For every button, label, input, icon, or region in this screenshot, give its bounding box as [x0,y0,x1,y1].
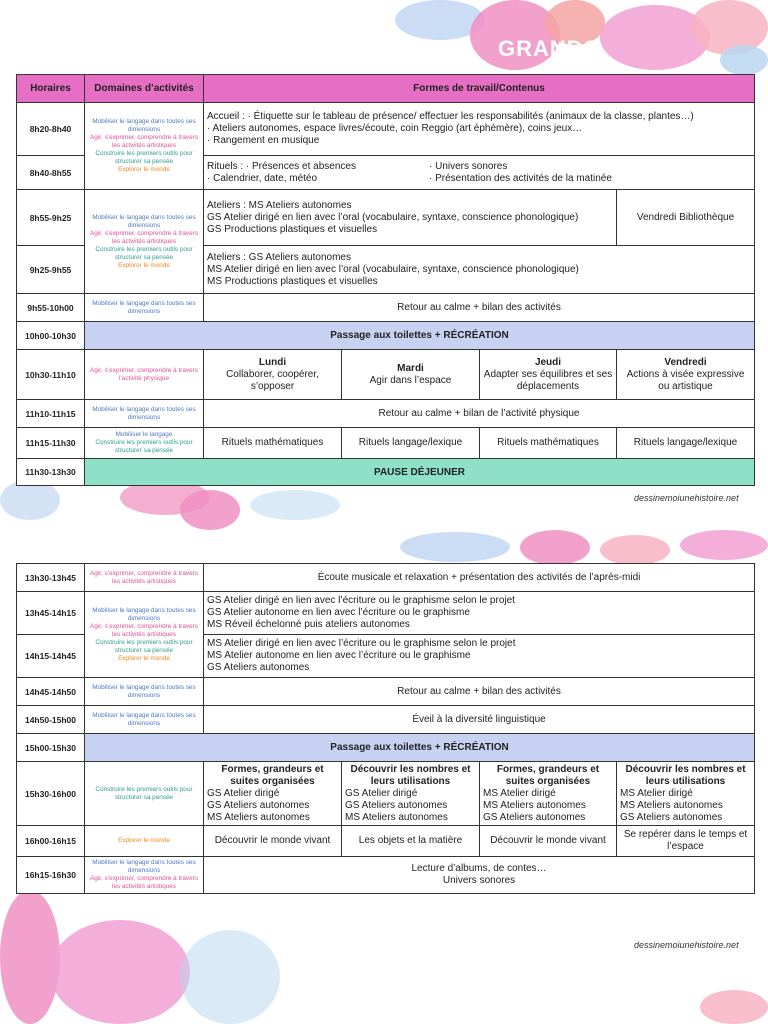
ritual-cell: Rituels langage/lexique [617,428,755,459]
table-row [17,459,755,486]
domain-cell: Mobiliser le langage dans toutes ses dimensions Agir, s’exprimer, comprendre à travers les activités artistiques Construire les premiers outils pour structurer sa pensée Explorer le monde [85,190,204,294]
time-cell: 8h20-8h40 [17,103,85,156]
domain-cell: Construire les premiers outils pour structurer sa pensée [85,762,204,826]
table-row [17,322,755,350]
header-horaires: Horaires [17,75,85,103]
table-row [17,762,755,826]
domain-cell: Mobiliser le langage dans toutes ses dimensions Agir, s’exprimer, comprendre à travers les activités artistiques Construire les premiers outils pour structurer sa pensée Explorer le monde [85,592,204,678]
time-cell: 16h15-16h30 [17,857,85,894]
table-row [17,678,755,706]
workshop-cell: Formes, grandeurs et suites organisées GS Atelier dirigé GS Ateliers autonomes MS Ateliers autonomes [204,762,342,826]
time-cell: 11h10-11h15 [17,400,85,428]
day-cell: Mardi Agir dans l’espace [342,350,480,400]
credit-top: dessinemoiunehistoire.net [634,493,739,503]
table-row [17,190,755,246]
time-cell: 13h30-13h45 [17,564,85,592]
table-row [17,706,755,734]
time-cell: 13h45-14h15 [17,592,85,635]
time-cell: 9h25-9h55 [17,246,85,294]
domain-cell: Mobiliser le langage dans toutes ses dimensions [85,678,204,706]
time-cell: 14h45-14h50 [17,678,85,706]
recreation-cell: Passage aux toilettes + RÉCRÉATION [85,734,755,762]
domain-cell: Mobiliser le langage dans toutes ses dimensions [85,400,204,428]
time-cell: 9h55-10h00 [17,294,85,322]
time-cell: 15h30-16h00 [17,762,85,826]
morning-schedule-table [16,74,755,486]
table-row [17,294,755,322]
content-cell: MS Atelier dirigé en lien avec l’écriture ou le graphisme selon le projet MS Atelier autonome en lien avec l’écriture ou le graphisme GS Ateliers autonomes [204,635,755,678]
page-heading: GRANDS [498,36,600,61]
table-row [17,428,755,459]
domain-cell: Agir, s’exprimer, comprendre à travers l’activité physique [85,350,204,400]
workshop-cell: Formes, grandeurs et suites organisées MS Atelier dirigé MS Ateliers autonomes GS Ateliers autonomes [480,762,617,826]
time-cell: 14h50-15h00 [17,706,85,734]
content-cell: Accueil : · Étiquette sur le tableau de présence/ effectuer les responsabilités (animaux de la classe, plantes…) · Ateliers autonomes, espace livres/écoute, coin Reggio (art éphémère), coins jeux… · Rangement en musique [204,103,755,156]
header-domaines: Domaines d’activités [85,75,204,103]
table-row [17,103,755,156]
day-cell: Vendredi Actions à visée expressive ou artistique [617,350,755,400]
time-cell: 16h00-16h15 [17,826,85,857]
time-cell: 11h15-11h30 [17,428,85,459]
time-cell: 8h40-8h55 [17,156,85,190]
ritual-cell: Rituels langage/lexique [342,428,480,459]
table-row [17,857,755,894]
pause-dejeuner-cell: PAUSE DÉJEUNER [85,459,755,486]
science-cell: Les objets et la matière [342,826,480,857]
domain-cell: Mobiliser le langage dans toutes ses dimensions [85,294,204,322]
science-cell: Découvrir le monde vivant [204,826,342,857]
domain-cell: Agir, s’exprimer, comprendre à travers les activités artistiques [85,564,204,592]
content-cell: GS Atelier dirigé en lien avec l’écriture ou le graphisme selon le projet GS Atelier autonome en lien avec l’écriture ou le graphisme MS Réveil échelonné puis ateliers autonomes [204,592,755,635]
vendredi-bibliotheque-cell: Vendredi Bibliothèque [617,190,755,246]
content-cell: Ateliers : MS Ateliers autonomes GS Atelier dirigé en lien avec l’oral (vocabulaire, syntaxe, conscience phonologique) GS Productions plastiques et visuelles [204,190,617,246]
table-row [17,350,755,400]
domain-cell: Mobiliser le langage Construire les premiers outils pour structurer sa pensée [85,428,204,459]
content-cell: Éveil à la diversité linguistique [204,706,755,734]
workshop-cell: Découvrir les nombres et leurs utilisations MS Atelier dirigé MS Ateliers autonomes GS Ateliers autonomes [617,762,755,826]
content-cell: Écoute musicale et relaxation + présentation des activités de l’après-midi [204,564,755,592]
domain-cell: Mobiliser le langage dans toutes ses dimensions Agir, s’exprimer, comprendre à travers les activités artistiques [85,857,204,894]
workshop-cell: Découvrir les nombres et leurs utilisations GS Atelier dirigé GS Ateliers autonomes MS Ateliers autonomes [342,762,480,826]
ritual-cell: Rituels mathématiques [480,428,617,459]
day-cell: Lundi Collaborer, coopérer, s’opposer [204,350,342,400]
content-cell: Ateliers : GS Ateliers autonomes MS Atelier dirigé en lien avec l’oral (vocabulaire, syntaxe, conscience phonologique) MS Productions plastiques et visuelles [204,246,755,294]
domain-cell: Mobiliser le langage dans toutes ses dimensions Agir, s’exprimer, comprendre à travers les activités artistiques Construire les premiers outils pour structurer sa pensée Explorer le monde [85,103,204,190]
domain-cell: Mobiliser le langage dans toutes ses dimensions [85,706,204,734]
header-formes: Formes de travail/Contenus [204,75,755,103]
credit-bottom: dessinemoiunehistoire.net [634,940,739,950]
table-row [17,400,755,428]
ritual-cell: Rituels mathématiques [204,428,342,459]
science-cell: Découvrir le monde vivant [480,826,617,857]
domain-cell: Explorer le monde [85,826,204,857]
table-row [17,592,755,635]
table-row [17,734,755,762]
content-cell: Retour au calme + bilan des activités [204,678,755,706]
time-cell: 11h30-13h30 [17,459,85,486]
content-cell: Retour au calme + bilan des activités [204,294,755,322]
day-cell: Jeudi Adapter ses équilibres et ses déplacements [480,350,617,400]
table-row [17,564,755,592]
recreation-cell: Passage aux toilettes + RÉCRÉATION [85,322,755,350]
time-cell: 15h00-15h30 [17,734,85,762]
content-cell: Lecture d’albums, de contes… Univers sonores [204,857,755,894]
content-cell: Retour au calme + bilan de l’activité physique [204,400,755,428]
time-cell: 10h00-10h30 [17,322,85,350]
time-cell: 8h55-9h25 [17,190,85,246]
time-cell: 10h30-11h10 [17,350,85,400]
content-cell: Rituels : · Présences et absences · Univers sonores · Calendrier, date, météo · Présentation des activités de la matinée [204,156,755,190]
table-row [17,826,755,857]
time-cell: 14h15-14h45 [17,635,85,678]
afternoon-schedule-table [16,563,755,894]
science-cell: Se repérer dans le temps et l’espace [617,826,755,857]
table-header-row [17,75,755,103]
